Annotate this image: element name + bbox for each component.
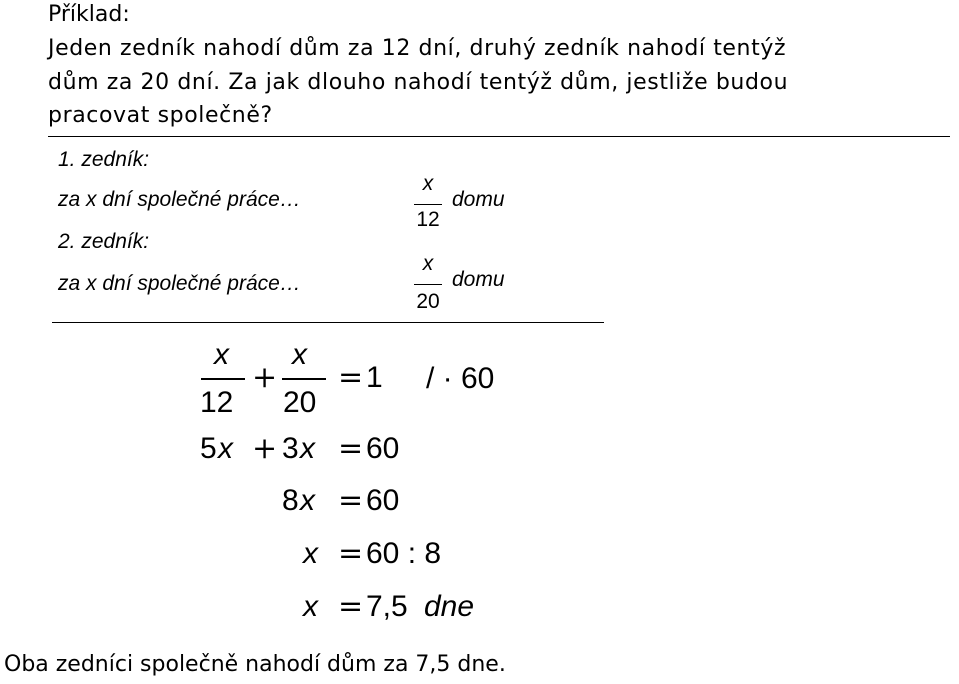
eq1-denominator-2: 20: [283, 386, 317, 419]
eq2-equals: =: [338, 431, 364, 466]
worker1-phrase: za x dní společné práce…: [58, 188, 301, 211]
eq3-var: x: [300, 484, 315, 517]
eq3-coef: 8: [282, 484, 299, 517]
worker2-fraction-bar: [414, 284, 442, 285]
eq4-rhs: 60 : 8: [366, 537, 442, 570]
eq1-fraction-bar-2: [282, 378, 326, 380]
problem-line-1: Jeden zedník nahodí dům za 12 dní, druhý zedník nahodí tentýž: [48, 36, 787, 61]
eq1-equals: =: [338, 360, 364, 395]
eq5-rhs: 7,5: [366, 590, 408, 623]
eq1-numerator-1: x: [214, 338, 229, 371]
worker2-phrase: za x dní společné práce…: [58, 272, 301, 295]
problem-line-2: dům za 20 dní. Za jak dlouho nahodí tentýž dům, jestliže budou: [48, 70, 789, 95]
worker2-fraction-numerator: x: [422, 252, 434, 275]
eq2-var-1: x: [218, 432, 233, 465]
eq3-equals: =: [338, 483, 364, 518]
example-heading: Příklad:: [48, 2, 130, 27]
eq4-var: x: [303, 537, 318, 570]
problem-line-3: pracovat společně?: [48, 103, 273, 128]
eq2-coef-a: 5: [200, 432, 217, 465]
worker1-fraction-bar: [414, 204, 442, 205]
worker2-label: 2. zedník:: [58, 230, 150, 253]
eq3-rhs: 60: [366, 484, 400, 517]
worker1-label: 1. zedník:: [58, 148, 150, 171]
eq1-numerator-2: x: [292, 338, 307, 371]
worker1-fraction-numerator: x: [422, 172, 434, 195]
eq5-var: x: [303, 590, 318, 623]
divider-top: [48, 136, 950, 137]
eq5-equals: =: [338, 589, 364, 624]
eq2-rhs: 60: [366, 432, 400, 465]
eq2-var-2: x: [300, 432, 315, 465]
eq2-coef-b: 3: [282, 432, 299, 465]
eq1-fraction-bar-1: [201, 378, 245, 380]
worker2-fraction-denominator: 20: [416, 290, 440, 313]
conclusion-sentence: Oba zedníci společně nahodí dům za 7,5 dne.: [4, 652, 506, 677]
eq5-unit: dne: [424, 590, 475, 623]
eq1-multiply-note: / · 60: [426, 362, 495, 395]
worker1-fraction-denominator: 12: [416, 208, 440, 231]
worker2-unit: domu: [452, 268, 505, 291]
eq2-plus: +: [252, 431, 278, 466]
eq1-plus: +: [252, 360, 278, 395]
eq1-denominator-1: 12: [200, 386, 234, 419]
worker1-unit: domu: [452, 188, 505, 211]
eq1-rhs: 1: [366, 361, 383, 394]
eq4-equals: =: [338, 536, 364, 571]
divider-middle: [52, 322, 604, 323]
